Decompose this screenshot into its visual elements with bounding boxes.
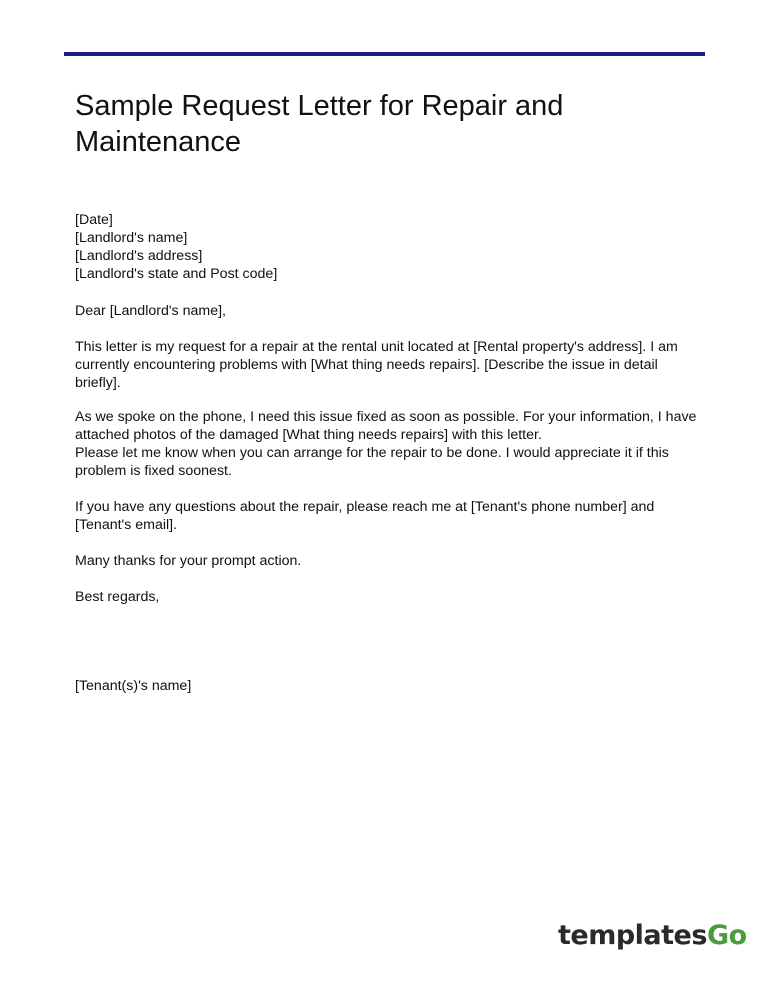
address-line-landlord-name: [Landlord's name] bbox=[75, 230, 188, 246]
paragraph-details bbox=[75, 408, 703, 480]
salutation: Dear [Landlord's name], bbox=[75, 303, 226, 319]
closing: Best regards, bbox=[75, 589, 160, 605]
address-block bbox=[75, 211, 703, 283]
paragraph-details-part-1: As we spoke on the phone, I need this issue fixed as soon as possible. For your information, I have attached photos of the damaged [What thing needs repairs] with this letter. bbox=[75, 409, 697, 443]
address-line-date: [Date] bbox=[75, 212, 113, 228]
signature-name: [Tenant(s)'s name] bbox=[75, 678, 192, 694]
address-line-state-postcode: [Landlord's state and Post code] bbox=[75, 266, 278, 282]
paragraph-details-part-2: Please let me know when you can arrange for the repair to be done. I would appreciate it if this problem is fixed soonest. bbox=[75, 445, 669, 479]
logo-text-templates: templates bbox=[558, 920, 707, 951]
document-title: Sample Request Letter for Repair and Maintenance bbox=[75, 90, 564, 158]
top-rule bbox=[64, 52, 705, 56]
paragraph-thanks: Many thanks for your prompt action. bbox=[75, 553, 302, 569]
paragraph-contact: If you have any questions about the repair, please reach me at [Tenant's phone number] and [Tenant's email]. bbox=[75, 499, 655, 533]
logo-text-go: Go bbox=[706, 920, 747, 951]
paragraph-request: This letter is my request for a repair at the rental unit located at [Rental property's address]. I am currently encountering problems with [What thing needs repairs]. [Describe the issue in detail briefly]. bbox=[75, 339, 678, 391]
address-line-landlord-address: [Landlord's address] bbox=[75, 248, 203, 264]
templatesgo-logo bbox=[558, 916, 748, 956]
